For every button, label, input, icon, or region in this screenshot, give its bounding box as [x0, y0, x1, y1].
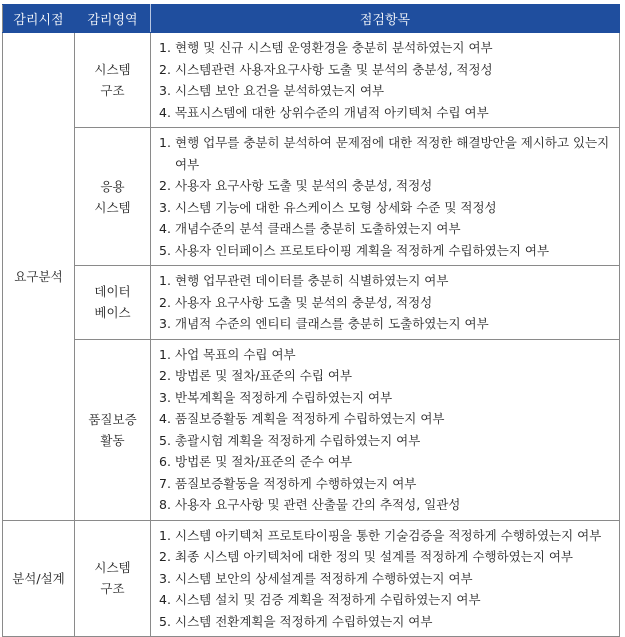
check-item-list [159, 132, 615, 261]
area-cell [75, 33, 151, 128]
check-item-list [159, 525, 615, 633]
check-item-text: 시스템 전환계획을 적정하게 수립하였는지 여부 [175, 613, 433, 629]
check-item-text: 반복계획을 적정하게 수립하였는지 여부 [175, 389, 393, 405]
check-item [159, 313, 615, 335]
area-name-line: 데이터 [94, 284, 131, 300]
table-row [3, 266, 620, 340]
check-item-text: 시스템 보안 요건을 분석하였는지 여부 [175, 83, 385, 98]
check-item-text: 현행 업무관련 데이터를 충분히 식별하였는지 여부 [175, 273, 449, 288]
table-body [3, 33, 620, 637]
area-name-line: 시스템 [94, 199, 131, 215]
check-item [159, 589, 615, 611]
check-item [159, 292, 615, 314]
check-item-number: 1. [159, 527, 171, 543]
stage-cell: 분석/설계 [3, 520, 75, 637]
table-row [3, 339, 620, 520]
check-item-number: 3. [159, 570, 171, 586]
check-item-number: 5. [159, 432, 171, 448]
items-cell [151, 520, 620, 637]
check-item [159, 473, 615, 495]
check-item-number: 3. [159, 316, 171, 331]
check-item-number: 2. [159, 61, 171, 77]
check-item-number: 5. [159, 613, 171, 629]
check-item [159, 37, 615, 59]
check-item-number: 2. [159, 178, 171, 193]
check-item [159, 218, 615, 240]
check-item-number: 5. [159, 242, 171, 258]
items-cell [151, 128, 620, 266]
check-item [159, 175, 615, 197]
check-item-text: 시스템 기능에 대한 유스케이스 모형 상세화 수준 및 적정성 [175, 199, 497, 215]
check-item [159, 611, 615, 633]
check-item [159, 430, 615, 452]
check-item-number: 4. [159, 104, 171, 120]
check-item-text: 방법론 및 절차/표준의 준수 여부 [175, 454, 353, 469]
check-item-list [159, 37, 615, 123]
check-item-text: 개념적 수준의 엔티티 클래스를 충분히 도출하였는지 여부 [175, 316, 489, 331]
check-item [159, 240, 615, 262]
table-row [3, 128, 620, 266]
header-row [3, 5, 620, 33]
check-item-text: 개념수준의 분석 클래스를 충분히 도출하였는지 여부 [175, 221, 461, 236]
area-name-line: 구조 [100, 581, 125, 597]
check-item-text: 시스템 설치 및 검증 계획을 적정하게 수립하였는지 여부 [175, 592, 481, 607]
check-item [159, 387, 615, 409]
check-item-number: 3. [159, 199, 171, 215]
check-item-text: 품질보증활동 계획을 적정하게 수립하였는지 여부 [175, 411, 445, 426]
check-item [159, 546, 615, 568]
check-item-number: 4. [159, 411, 171, 426]
check-item-number: 1. [159, 40, 171, 55]
check-item-text: 시스템 보안의 상세설계를 적정하게 수행하였는지 여부 [175, 570, 473, 586]
area-name-line: 응용 [100, 178, 125, 194]
check-item-text: 시스템관련 사용자요구사항 도출 및 분석의 충분성, 적정성 [175, 61, 493, 77]
check-item-number: 1. [159, 135, 171, 150]
area-cell [75, 520, 151, 637]
area-name-line: 구조 [100, 83, 125, 98]
check-item-number: 4. [159, 592, 171, 607]
check-item [159, 365, 615, 387]
check-item [159, 494, 615, 516]
check-item-text: 사업 목표의 수립 여부 [175, 346, 296, 362]
check-item-number: 2. [159, 294, 171, 310]
check-item-list [159, 344, 615, 516]
check-item [159, 102, 615, 124]
check-item-text: 최종 시스템 아키텍처에 대한 정의 및 설계를 적정하게 수행하였는지 여부 [175, 549, 574, 564]
table-row [3, 520, 620, 637]
check-item-number: 1. [159, 346, 171, 362]
check-item-number: 3. [159, 389, 171, 405]
check-item-text: 사용자 요구사항 도출 및 분석의 충분성, 적정성 [175, 294, 433, 310]
check-item-number: 6. [159, 454, 171, 469]
check-item-text: 사용자 요구사항 도출 및 분석의 충분성, 적정성 [175, 178, 433, 193]
table-row [3, 33, 620, 128]
check-item-text: 사용자 요구사항 및 관련 산출물 간의 추적성, 일관성 [175, 497, 461, 512]
check-item [159, 197, 615, 219]
area-cell [75, 266, 151, 340]
check-item-text: 현행 업무를 충분히 분석하여 문제점에 대한 적정한 해결방안을 제시하고 있는지 여부 [175, 135, 610, 172]
check-item-text: 현행 및 신규 시스템 운영환경을 충분히 분석하였는지 여부 [175, 40, 493, 55]
check-item [159, 408, 615, 430]
items-cell [151, 339, 620, 520]
area-cell [75, 339, 151, 520]
check-item-text: 목표시스템에 대한 상위수준의 개념적 아키텍처 수립 여부 [175, 104, 489, 120]
check-item-text: 방법론 및 절차/표준의 수립 여부 [175, 368, 353, 383]
check-item-number: 4. [159, 221, 171, 236]
check-item-number: 8. [159, 497, 171, 512]
check-item [159, 451, 615, 473]
header-stage: 감리시점 [3, 5, 75, 33]
area-name-line: 베이스 [94, 305, 131, 321]
check-item-text: 총괄시험 계획을 적정하게 수립하였는지 여부 [175, 432, 421, 448]
check-item-number: 2. [159, 549, 171, 564]
area-name-line: 활동 [100, 432, 125, 448]
header-area: 감리영역 [75, 5, 151, 33]
check-item-number: 1. [159, 273, 171, 288]
check-item-text: 품질보증활동을 적정하게 수행하였는지 여부 [175, 475, 417, 491]
area-name-line: 시스템 [94, 62, 131, 77]
check-item-number: 7. [159, 475, 171, 491]
check-item-number: 3. [159, 83, 171, 98]
check-item [159, 568, 615, 590]
check-item-text: 사용자 인터페이스 프로토타이핑 계획을 적정하게 수립하였는지 여부 [175, 242, 550, 258]
check-item-list [159, 270, 615, 335]
check-item [159, 525, 615, 547]
check-item [159, 59, 615, 81]
area-name-line: 품질보증 [88, 411, 137, 427]
check-item-number: 2. [159, 368, 171, 383]
check-item [159, 270, 615, 292]
header-items: 점검항목 [151, 5, 620, 33]
check-item [159, 132, 615, 175]
check-item [159, 344, 615, 366]
items-cell [151, 33, 620, 128]
area-cell [75, 128, 151, 266]
area-name-line: 시스템 [94, 560, 131, 576]
check-item-text: 시스템 아키텍처 프로토타이핑을 통한 기술검증을 적정하게 수행하였는지 여부 [175, 527, 602, 543]
items-cell [151, 266, 620, 340]
check-item [159, 80, 615, 102]
audit-checklist-table [2, 4, 620, 637]
stage-cell: 요구분석 [3, 33, 75, 521]
